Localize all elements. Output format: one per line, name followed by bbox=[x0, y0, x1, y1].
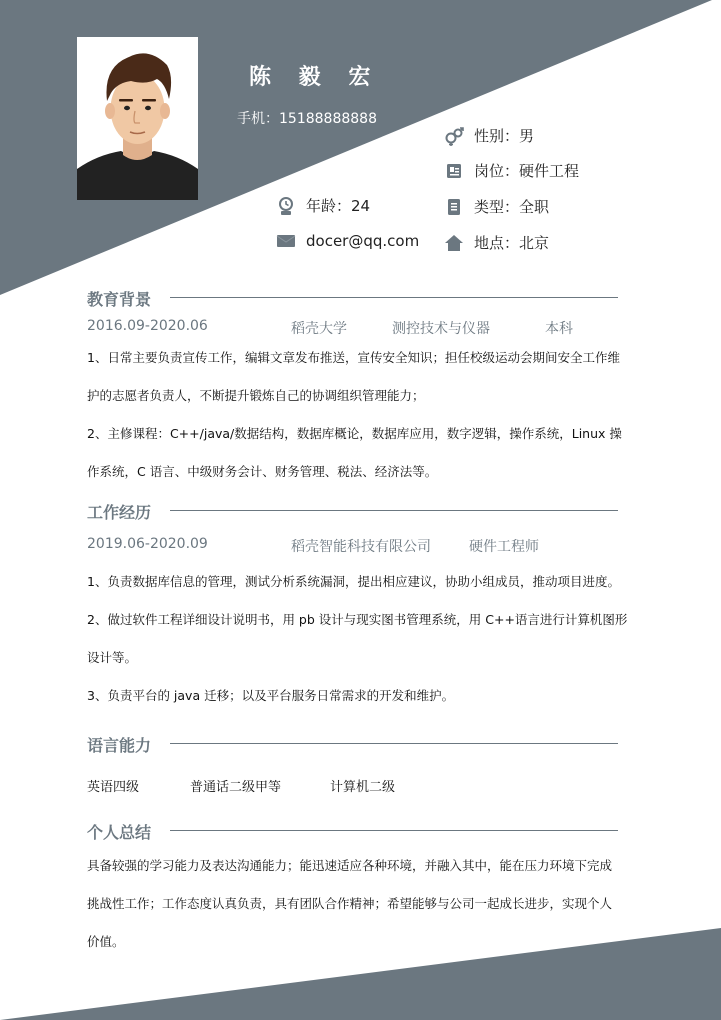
info-type bbox=[444, 196, 549, 217]
info-email bbox=[276, 231, 419, 251]
work-role: 硬件工程师 bbox=[469, 539, 539, 555]
text-line: 具备较强的学习能力及表达沟通能力；能迅速适应各种环境，并融入其中，能在压力环境下完成 bbox=[87, 858, 613, 873]
section-title-summary: 个人总结 bbox=[87, 823, 152, 842]
section-divider bbox=[170, 510, 618, 511]
section-divider bbox=[170, 743, 618, 744]
education-date: 2016.09-2020.06 bbox=[87, 318, 208, 334]
section-divider bbox=[170, 297, 618, 298]
text-line: 2、主修课程：C++/java/数据结构，数据库概论，数据库应用，数字逻辑，操作系统，Linux 操 bbox=[87, 426, 622, 441]
envelope-icon bbox=[276, 231, 296, 251]
id-card-icon bbox=[444, 161, 464, 181]
info-position bbox=[444, 160, 579, 181]
section-title-work: 工作经历 bbox=[87, 503, 152, 522]
document-icon bbox=[444, 197, 464, 217]
text-line: 设计等。 bbox=[87, 650, 138, 665]
info-age bbox=[276, 195, 370, 216]
text-line: 2、做过软件工程详细设计说明书，用 pb 设计与现实图书管理系统，用 C++语言进行计算机图形 bbox=[87, 612, 628, 627]
type-label: 类型：全职 bbox=[474, 198, 550, 216]
education-description bbox=[87, 339, 635, 491]
education-major: 测控技术与仪器 bbox=[392, 321, 490, 337]
info-gender bbox=[444, 125, 534, 146]
summary-description bbox=[87, 847, 635, 961]
work-date: 2019.06-2020.09 bbox=[87, 536, 208, 552]
text-line: 1、负责数据库信息的管理，测试分析系统漏洞，提出相应建议，协助小组成员，推动项目进度。 bbox=[87, 574, 620, 589]
text-line: 作系统，C 语言、中级财务会计、财务管理、税法、经济法等。 bbox=[87, 464, 438, 479]
position-label: 岗位：硬件工程 bbox=[474, 162, 580, 180]
info-location bbox=[444, 232, 549, 253]
language-item: 计算机二级 bbox=[330, 780, 396, 795]
language-item: 英语四级 bbox=[87, 780, 140, 795]
phone-number: 手机：15188888888 bbox=[237, 111, 377, 127]
clock-icon bbox=[276, 196, 296, 216]
gender-icon bbox=[444, 126, 464, 146]
candidate-name: 陈 毅 宏 bbox=[249, 65, 381, 90]
age-label: 年龄：24 bbox=[306, 197, 371, 215]
work-description bbox=[87, 563, 635, 715]
education-degree: 本科 bbox=[545, 321, 573, 337]
text-line: 护的志愿者负责人，不断提升锻炼自己的协调组织管理能力； bbox=[87, 388, 425, 403]
house-icon bbox=[444, 233, 464, 253]
text-line: 挑战性工作；工作态度认真负责，具有团队合作精神；希望能够与公司一起成长进步，实现个人 bbox=[87, 896, 613, 911]
work-company: 稻壳智能科技有限公司 bbox=[291, 539, 431, 555]
profile-photo bbox=[77, 37, 198, 200]
location-label: 地点：北京 bbox=[474, 234, 550, 252]
section-title-language: 语言能力 bbox=[87, 736, 152, 755]
email-label: docer@qq.com bbox=[306, 232, 420, 250]
gender-label: 性别：男 bbox=[474, 127, 535, 145]
text-line: 3、负责平台的 java 迁移；以及平台服务日常需求的开发和维护。 bbox=[87, 688, 455, 703]
text-line: 价值。 bbox=[87, 934, 125, 949]
education-school: 稻壳大学 bbox=[291, 321, 347, 337]
avatar-illustration bbox=[77, 37, 198, 200]
language-item: 普通话二级甲等 bbox=[190, 780, 282, 795]
text-line: 1、日常主要负责宣传工作，编辑文章发布推送，宣传安全知识；担任校级运动会期间安全工作维 bbox=[87, 350, 620, 365]
section-title-education: 教育背景 bbox=[87, 290, 152, 309]
section-divider bbox=[170, 830, 618, 831]
